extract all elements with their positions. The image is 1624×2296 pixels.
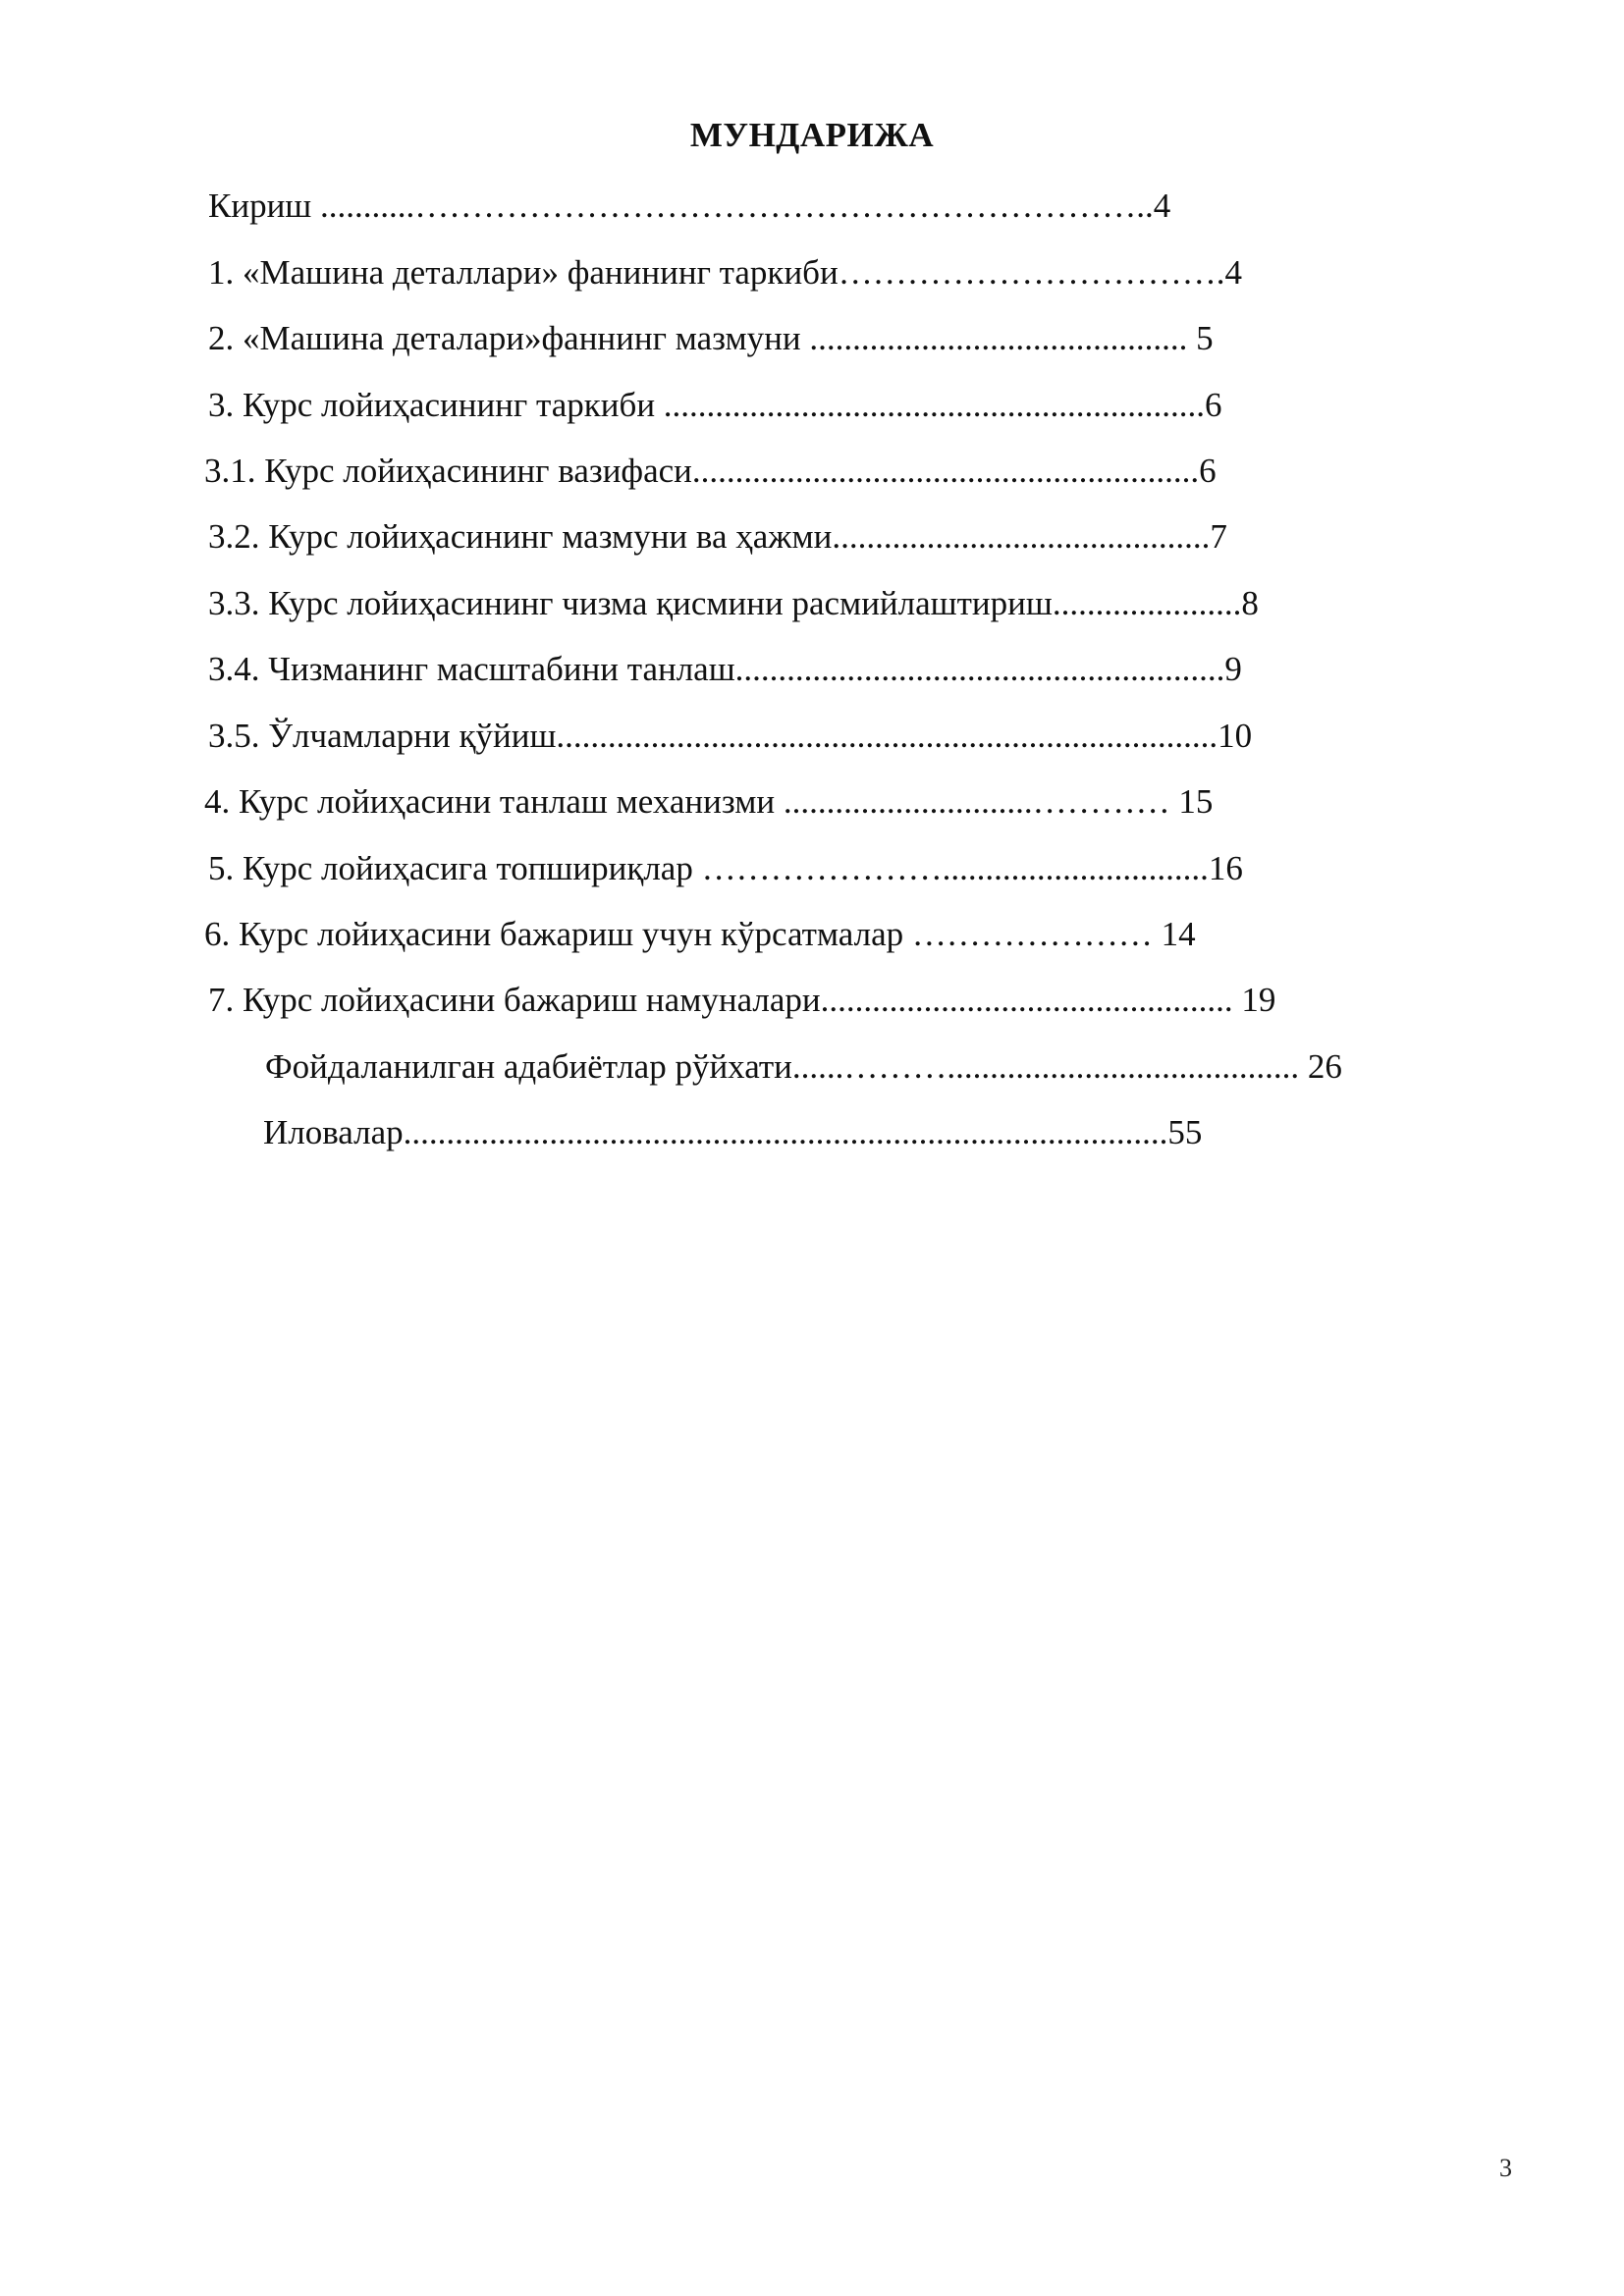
- toc-entry-2: 2. «Машина деталари»фаннинг мазмуни ............................................ 5: [208, 319, 1214, 357]
- toc-entry-3-2: 3.2. Курс лойиҳасининг мазмуни ва ҳажми............................................7: [208, 517, 1227, 556]
- toc-entry-3-5: 3.5. Ўлчамларни қўйиш.............................................................................10: [208, 717, 1253, 755]
- toc-entry-4: 4. Курс лойиҳасини танлаш механизми .............................………… 15: [204, 782, 1214, 821]
- toc-entry-3-4: 3.4. Чизманинг масштабини танлаш.........................................................9: [208, 650, 1242, 688]
- toc-entry-introduction: Кириш ...........………………………………………………………..4: [208, 187, 1171, 225]
- toc-entry-6: 6. Курс лойиҳасини бажариш учун кўрсатмалар ………………… 14: [204, 915, 1196, 953]
- page-title: МУНДАРИЖА: [689, 116, 935, 154]
- page-number: 3: [1499, 2154, 1512, 2182]
- toc-entry-7: 7. Курс лойиҳасини бажариш намуналари................................................ 19: [208, 981, 1276, 1019]
- toc-entry-5: 5. Курс лойиҳасига топшириқлар …………………...............................16: [208, 849, 1243, 887]
- toc-entry-references: Фойдаланилган адабиётлар рўйхати......………......................................... 26: [265, 1047, 1342, 1086]
- toc-entry-3-3: 3.3. Курс лойиҳасининг чизма қисмини расмийлаштириш......................8: [208, 584, 1259, 622]
- toc-entry-3: 3. Курс лойиҳасининг таркиби ...............................................................6: [208, 386, 1222, 424]
- toc-entry-3-1: 3.1. Курс лойиҳасининг вазифаси...........................................................6: [204, 452, 1217, 490]
- toc-entry-1: 1. «Машина деталлари» фанининг таркиби…………………………….4: [208, 253, 1242, 292]
- toc-entry-appendices: Иловалар.........................................................................................55: [263, 1113, 1203, 1151]
